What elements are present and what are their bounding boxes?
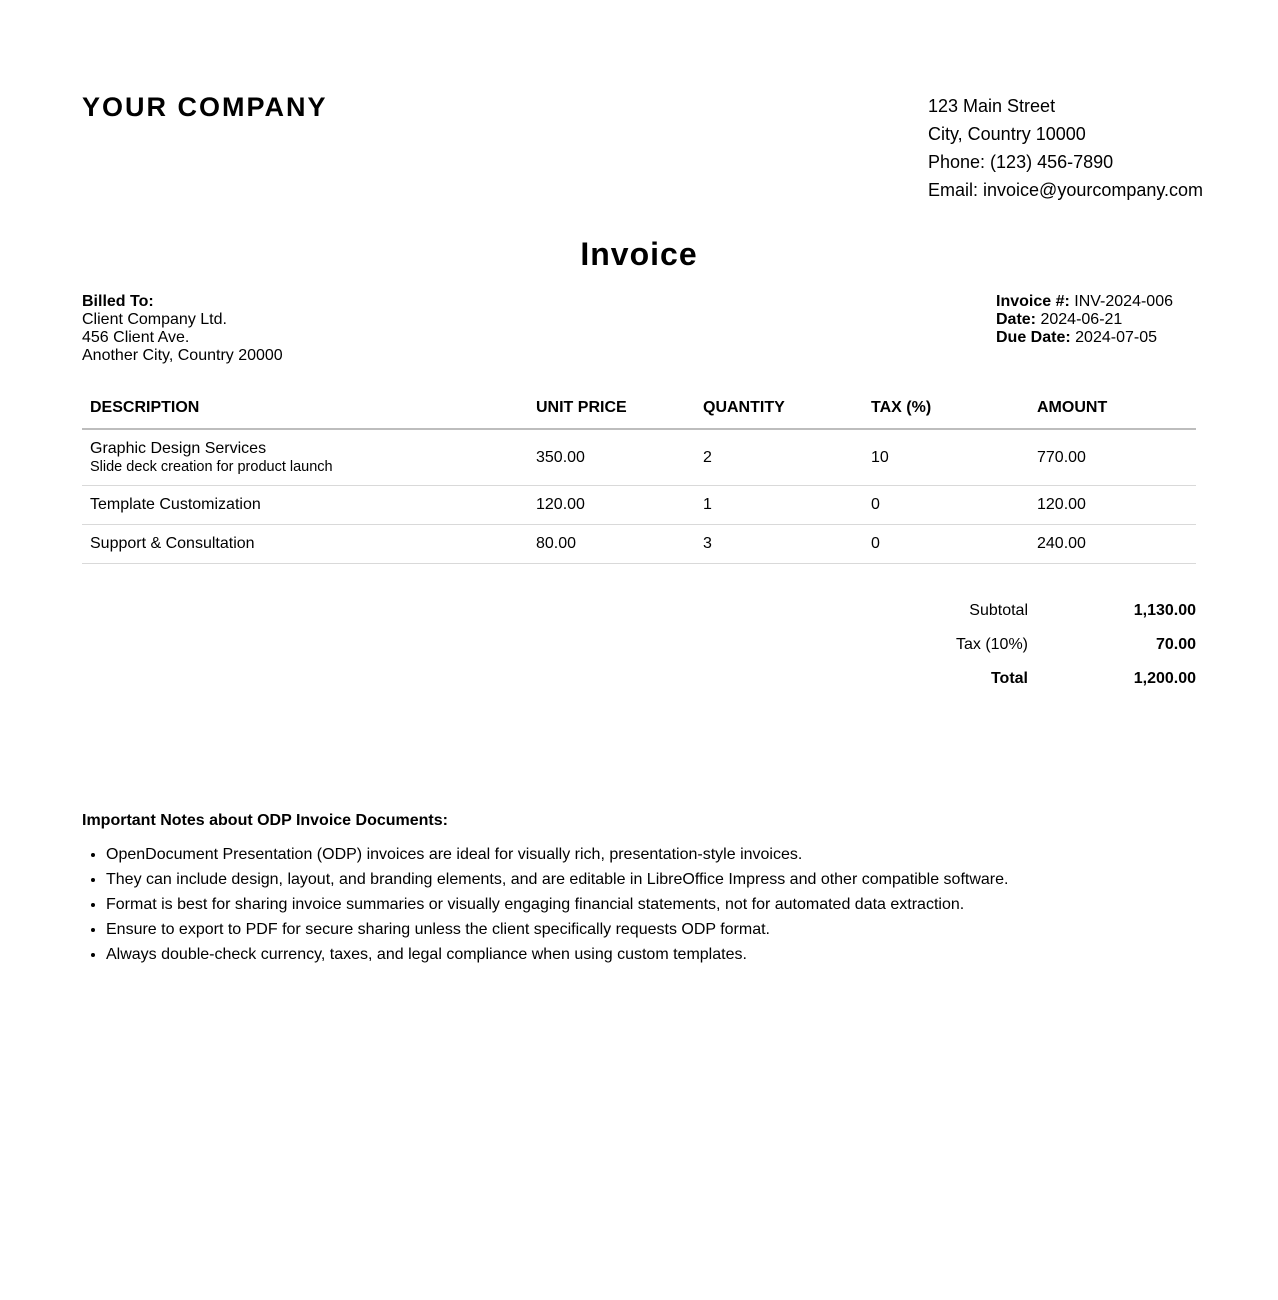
cell-unit-price: 120.00 [528,486,695,525]
notes-list [82,842,1008,967]
billed-to-label: Billed To: [82,293,154,310]
cell-unit-price: 80.00 [528,525,695,564]
item-name: Graphic Design Services [90,440,267,457]
subtotal-label: Subtotal [969,602,1028,619]
cell-amount: 240.00 [1029,525,1196,564]
total-label: Total [990,670,1028,687]
list-item: • Ensure to export to PDF for secure sharing unless the client specifically requests ODP format. [106,917,1008,942]
invoice-date: 2024-06-21 [1040,311,1123,328]
list-item: • Always double-check currency, taxes, and legal compliance when using custom templates. [106,942,1008,967]
notes-heading: Important Notes about ODP Invoice Documents: [82,812,448,829]
header-amount: AMOUNT [1029,388,1196,429]
billed-to [82,293,283,365]
line-items-table [82,388,1196,564]
invoice-number: INV-2024-006 [1074,293,1173,310]
cell-tax: 10 [863,429,1029,486]
subtotal-value: 1,130.00 [1133,602,1196,619]
cell-unit-price: 350.00 [528,429,695,486]
cell-quantity: 1 [695,486,863,525]
company-email: Email: invoice@yourcompany.com [928,180,1204,200]
list-item: • OpenDocument Presentation (ODP) invoices are ideal for visually rich, presentation-style invoices. [106,842,1008,867]
due-date: 2024-07-05 [1075,329,1157,346]
cell-tax: 0 [863,486,1029,525]
company-address [928,92,1203,204]
company-city: City, Country 10000 [928,124,1086,144]
cell-amount: 770.00 [1029,429,1196,486]
tax-row [928,630,1196,664]
subtotal-row [928,596,1196,630]
cell-quantity: 2 [695,429,863,486]
tax-label: Tax (10%) [955,636,1028,653]
cell-quantity: 3 [695,525,863,564]
cell-tax: 0 [863,525,1029,564]
totals-summary [928,596,1196,700]
invoice-number-row [996,293,1173,311]
invoice-meta [996,293,1173,347]
company-name: YOUR COMPANY [82,92,328,122]
notes-section [82,812,1008,967]
client-city: Another City, Country 20000 [82,347,283,364]
item-subtitle: Slide deck creation for product launch [90,459,333,475]
total-row [928,664,1196,700]
invoice-number-label: Invoice #: [996,293,1070,310]
list-item: • They can include design, layout, and branding elements, and are editable in LibreOffice Impress and other compatible software. [106,867,1008,892]
table-row [82,486,1196,525]
header-description: DESCRIPTION [82,388,528,429]
header-quantity: QUANTITY [695,388,863,429]
cell-description: Support & Consultation [82,525,528,564]
client-street: 456 Client Ave. [82,329,190,346]
header-tax: TAX (%) [863,388,1029,429]
invoice-date-label: Date: [996,311,1037,328]
tax-value: 70.00 [1155,636,1196,653]
company-street: 123 Main Street [928,96,1056,116]
due-date-row [996,329,1173,347]
cell-description [82,429,528,486]
cell-amount: 120.00 [1029,486,1196,525]
invoice-date-row [996,311,1173,329]
invoice-title: Invoice [580,236,698,272]
total-value: 1,200.00 [1133,670,1196,687]
company-phone: Phone: (123) 456-7890 [928,152,1114,172]
cell-description: Template Customization [82,486,528,525]
list-item: • Format is best for sharing invoice summaries or visually engaging financial statements, not for automated data extraction. [106,892,1008,917]
header-unit-price: UNIT PRICE [528,388,695,429]
client-name: Client Company Ltd. [82,311,227,328]
table-row [82,525,1196,564]
table-row [82,429,1196,486]
table-header-row [82,388,1196,429]
due-date-label: Due Date: [996,329,1071,346]
